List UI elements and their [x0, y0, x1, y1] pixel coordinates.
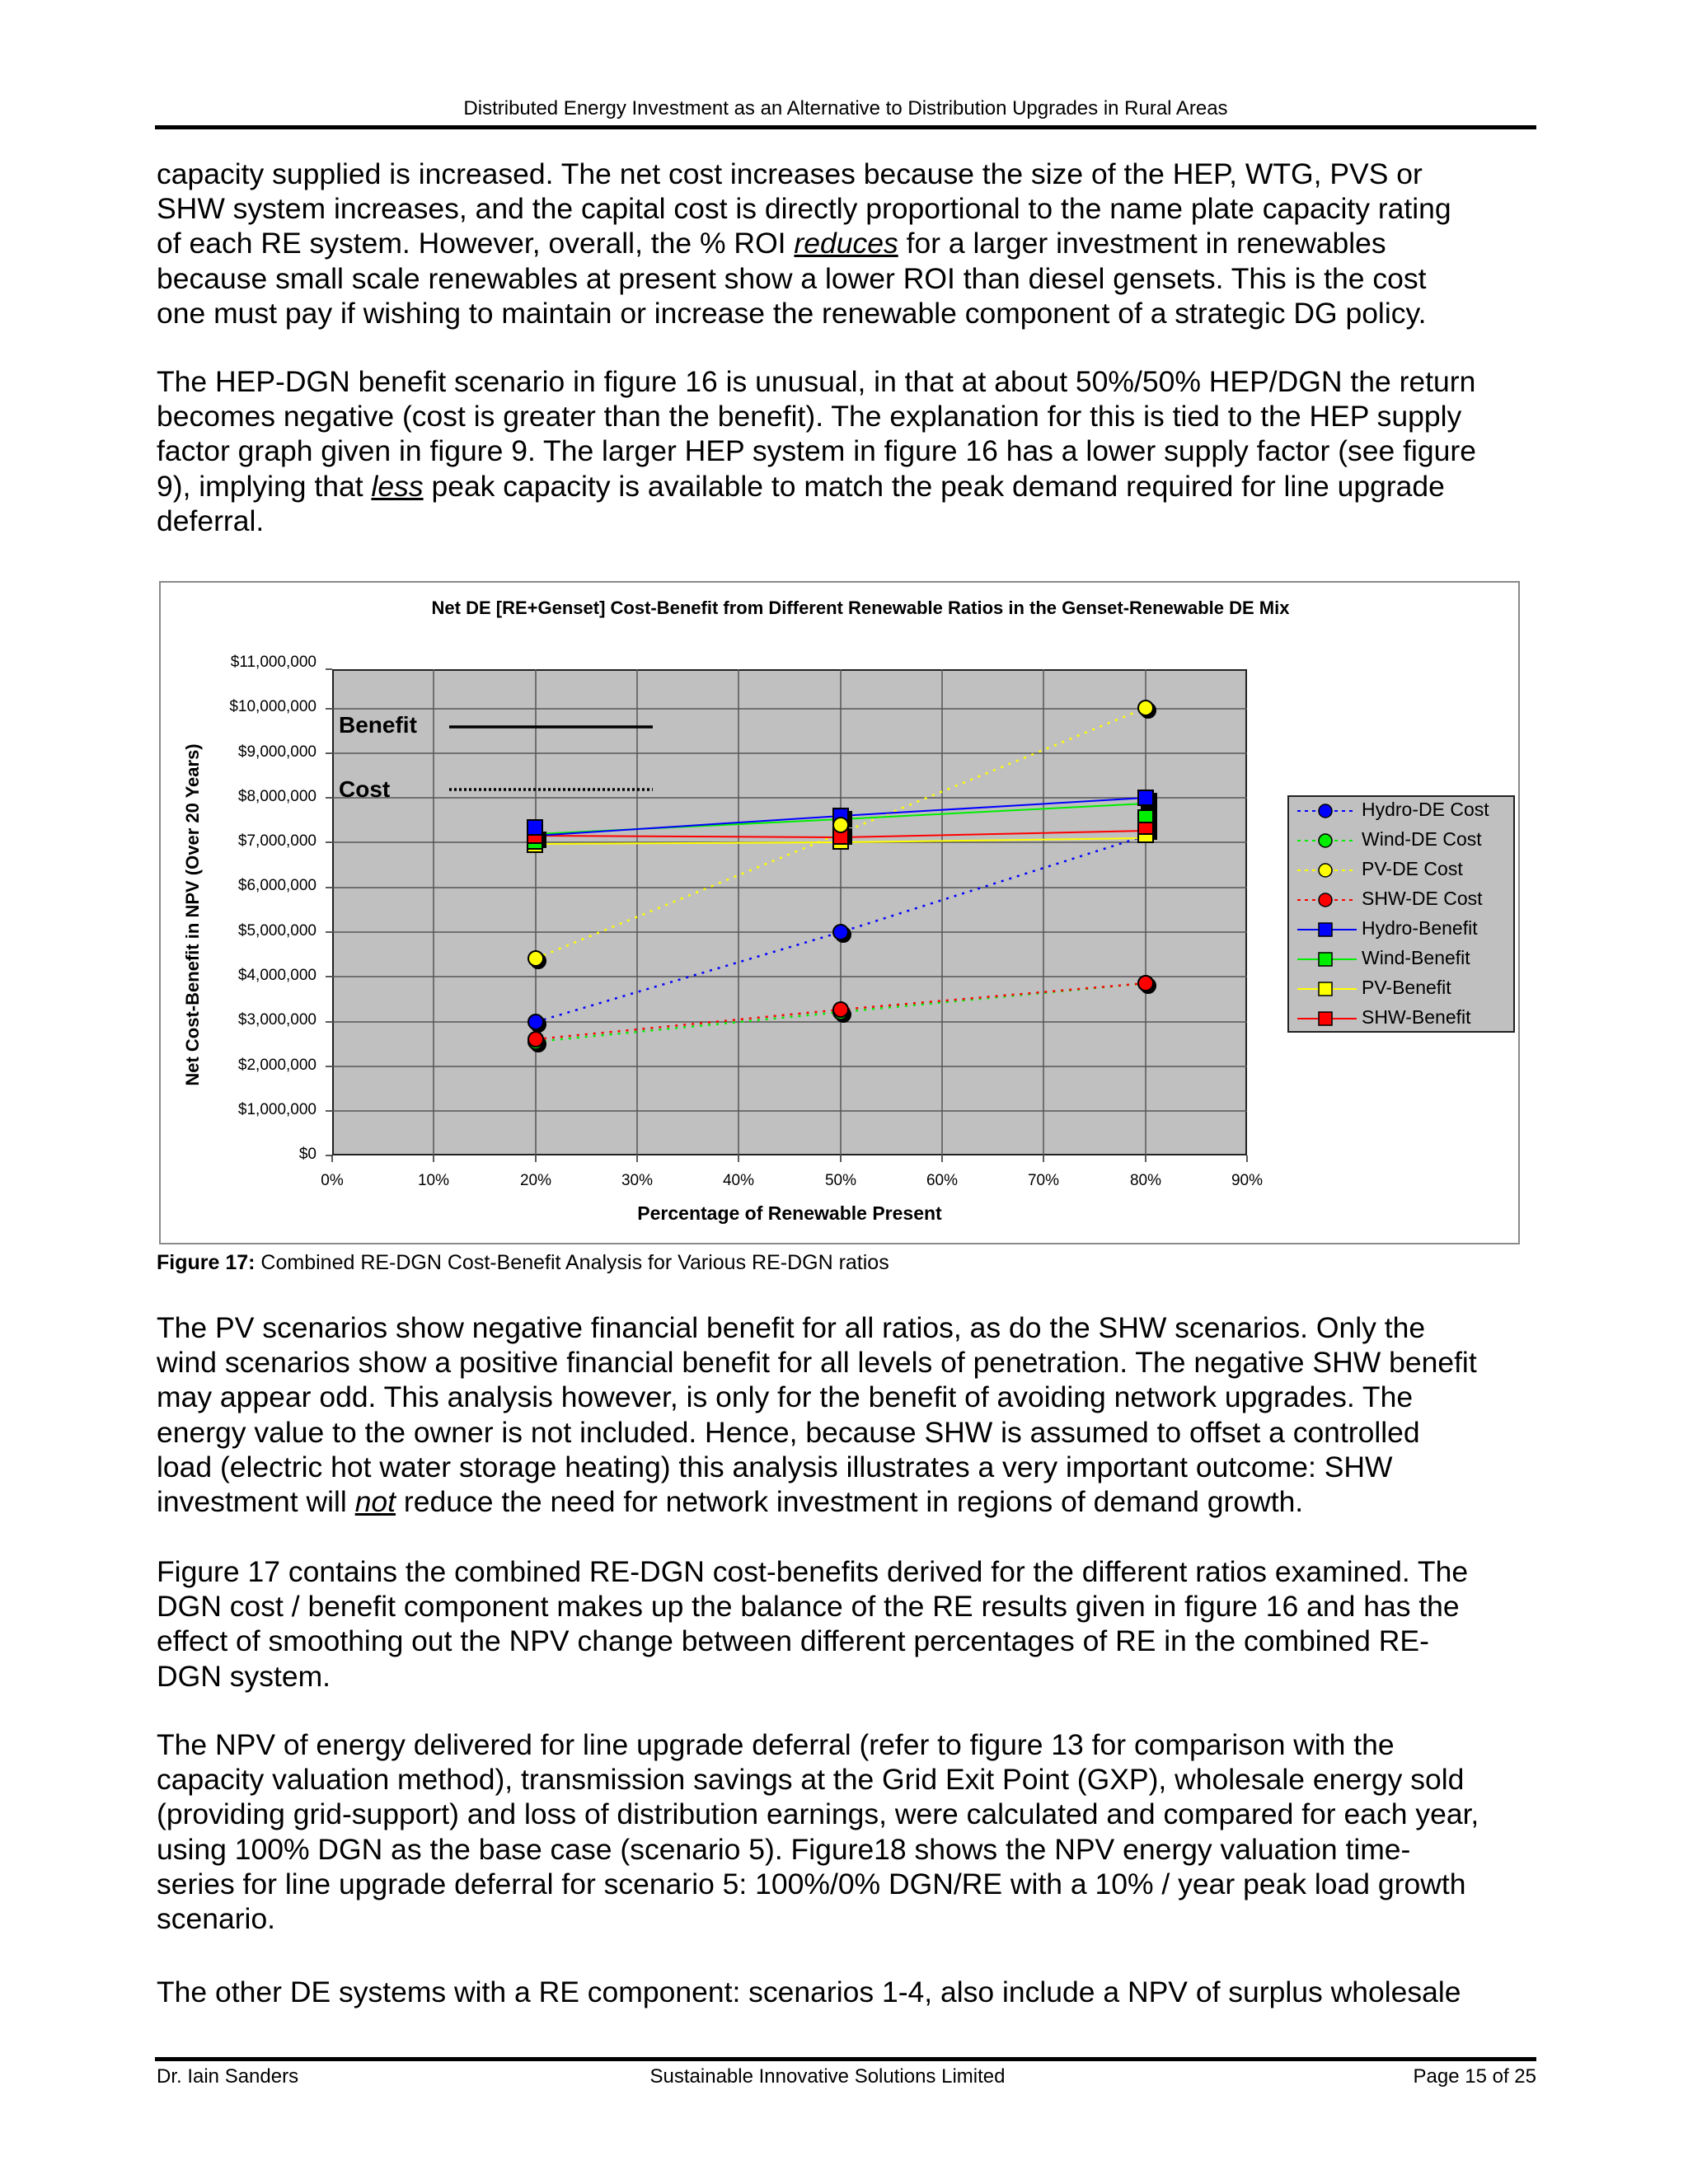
text-line: capacity supplied is increased. The net cost increases because the size of the HEP, WTG, PVS or	[157, 157, 1423, 190]
text-segment: peak capacity is available to match the peak demand required for line upgrade	[423, 469, 1445, 503]
legend-label: Hydro-DE Cost	[1362, 799, 1489, 820]
x-tick: 0%	[321, 1172, 344, 1189]
plot-area	[332, 669, 1247, 1155]
text-line: becomes negative (cost is greater than the benefit). The explanation for this is tied to the HEP supply	[157, 400, 1462, 434]
chart-title	[0, 598, 1688, 619]
y-tick: $7,000,000	[237, 832, 316, 850]
text-line: effect of smoothing out the NPV change between different percentages of RE in the combined RE-	[157, 1624, 1429, 1658]
solid-square-marker-icon	[1296, 919, 1358, 940]
dotted-circle-marker-icon	[1296, 830, 1358, 851]
text-line: DGN cost / benefit component makes up the balance of the RE results given in figure 16 and has the	[157, 1590, 1460, 1624]
solid-square-marker-icon	[1296, 978, 1358, 1000]
footer-company: Sustainable Innovative Solutions Limited	[649, 2065, 1006, 2088]
x-tick: 40%	[722, 1172, 755, 1189]
x-tick: 90%	[1231, 1172, 1264, 1189]
legend-item-wind-de-cost	[1289, 827, 1517, 855]
caption-text: Combined RE-DGN Cost-Benefit Analysis for Various RE-DGN ratios	[255, 1251, 889, 1274]
text-line	[157, 469, 1541, 504]
text-line: SHW system increases, and the capital cost is directly proportional to the name plate capacity rating	[157, 192, 1451, 226]
running-header: Distributed Energy Investment as an Alternative to Distribution Upgrades in Rural Areas	[463, 97, 1228, 120]
legend-label: Wind-Benefit	[1362, 947, 1470, 968]
solid-square-marker-icon	[1296, 949, 1358, 970]
x-axis-label: Percentage of Renewable Present	[637, 1202, 942, 1224]
text-line: Figure 17 contains the combined RE-DGN cost-benefits derived for the different ratios examined. The	[157, 1555, 1469, 1588]
figure-caption	[157, 1251, 889, 1275]
legend-item-wind-benefit	[1289, 945, 1517, 973]
x-tick: 20%	[519, 1172, 552, 1189]
x-tick: 70%	[1027, 1172, 1060, 1189]
paragraph-5	[157, 1727, 1541, 1936]
y-tick: $4,000,000	[237, 967, 316, 984]
legend-label: SHW-DE Cost	[1362, 888, 1483, 909]
legend-label: Wind-DE Cost	[1362, 828, 1482, 850]
paragraph-2	[157, 364, 1541, 538]
text-line: series for line upgrade deferral for scenario 5: 100%/0% DGN/RE with a 10% / year peak load growth	[157, 1867, 1466, 1900]
y-tick: $2,000,000	[237, 1057, 316, 1074]
text-line: may appear odd. This analysis however, is only for the benefit of avoiding network upgrades. The	[157, 1380, 1414, 1414]
x-tick: 10%	[417, 1172, 450, 1189]
y-tick: $0	[298, 1146, 316, 1163]
legend-item-shw-benefit	[1289, 1005, 1517, 1033]
y-tick: $6,000,000	[237, 877, 316, 894]
x-tick: 50%	[824, 1172, 857, 1189]
text-line: (providing grid-support) and loss of distribution earnings, were calculated and compared for each year,	[157, 1797, 1479, 1831]
y-tick: $1,000,000	[237, 1101, 316, 1118]
text-line: DGN system.	[157, 1659, 331, 1693]
text-line	[157, 1484, 1541, 1519]
text-line: scenario.	[157, 1902, 276, 1936]
benefit-annotation: Benefit	[339, 712, 417, 738]
text-segment: 9), implying that	[157, 469, 372, 503]
chart-legend	[1287, 795, 1515, 1033]
text-line: deferral.	[157, 504, 265, 537]
text-line: factor graph given in figure 9. The larger HEP system in figure 16 has a lower supply factor (see figure	[157, 434, 1476, 468]
emphasis-less: less	[371, 469, 424, 503]
footer-author: Dr. Iain Sanders	[157, 2065, 299, 2088]
y-tick: $9,000,000	[237, 743, 316, 761]
text-line: using 100% DGN as the base case (scenario 5). Figure18 shows the NPV energy valuation time-	[157, 1832, 1411, 1866]
dotted-circle-marker-icon	[1296, 860, 1358, 881]
text-segment: reduce the need for network investment in regions of demand growth.	[396, 1485, 1304, 1519]
emphasis-not: not	[354, 1485, 396, 1519]
text-line: wind scenarios show a positive financial benefit for all levels of penetration. The negative SHW benefit	[157, 1346, 1477, 1380]
legend-item-pv-de-cost	[1289, 856, 1517, 884]
text-line: load (electric hot water storage heating) this analysis illustrates a very important outcome: SHW	[157, 1450, 1393, 1483]
legend-item-hydro-benefit	[1289, 916, 1517, 944]
text-line: The NPV of energy delivered for line upgrade deferral (refer to figure 13 for comparison with the	[157, 1728, 1395, 1761]
cost-annotation: Cost	[339, 776, 391, 802]
paragraph-4	[157, 1554, 1541, 1694]
text-line: The PV scenarios show negative financial benefit for all ratios, as do the SHW scenarios. Only the	[157, 1311, 1426, 1344]
legend-label: SHW-Benefit	[1362, 1006, 1471, 1028]
paragraph-1	[157, 157, 1541, 330]
x-tick: 30%	[621, 1172, 654, 1189]
footer-page-number: Page 15 of 25	[1413, 2065, 1536, 2088]
y-tick: $3,000,000	[237, 1011, 316, 1029]
legend-item-shw-de-cost	[1289, 886, 1517, 914]
text-line: energy value to the owner is not included. Hence, because SHW is assumed to offset a controlled	[157, 1415, 1420, 1449]
y-tick: $8,000,000	[237, 788, 316, 805]
text-segment: investment will	[157, 1485, 355, 1519]
dotted-circle-marker-icon	[1296, 800, 1358, 822]
x-tick: 60%	[926, 1172, 959, 1189]
emphasis-reduces: reduces	[794, 227, 898, 260]
chart-title-text: Net DE [RE+Genset] Cost-Benefit from Different Renewable Ratios in the Genset-Renewable DE Mix	[431, 598, 1290, 618]
y-tick: $11,000,000	[230, 654, 316, 671]
text-line: The HEP-DGN benefit scenario in figure 16 is unusual, in that at about 50%/50% HEP/DGN the return	[157, 365, 1476, 398]
caption-label: Figure 17:	[157, 1251, 256, 1274]
paragraph-3	[157, 1310, 1541, 1519]
legend-label: PV-DE Cost	[1362, 858, 1463, 879]
legend-label: PV-Benefit	[1362, 977, 1451, 998]
dotted-circle-marker-icon	[1296, 889, 1358, 911]
solid-square-marker-icon	[1296, 1008, 1358, 1029]
header-rule	[155, 125, 1536, 129]
text-segment: for a larger investment in renewables	[898, 227, 1386, 260]
y-axis-label: Net Cost-Benefit in NPV (Over 20 Years)	[182, 743, 203, 1086]
text-line: capacity valuation method), transmission savings at the Grid Exit Point (GXP), wholesale energy sold	[157, 1763, 1465, 1797]
text-segment: of each RE system. However, overall, the % ROI	[157, 227, 795, 260]
text-line: The other DE systems with a RE component: scenarios 1-4, also include a NPV of surplus wholesale	[157, 1975, 1461, 2008]
legend-item-pv-benefit	[1289, 975, 1517, 1003]
y-tick: $10,000,000	[229, 698, 316, 715]
legend-label: Hydro-Benefit	[1362, 917, 1478, 939]
x-tick: 80%	[1129, 1172, 1162, 1189]
text-line	[157, 226, 1541, 260]
legend-item-hydro-de-cost	[1289, 797, 1517, 825]
text-line: because small scale renewables at present show a lower ROI than diesel gensets. This is the cost	[157, 261, 1427, 295]
paragraph-6	[157, 1975, 1541, 2009]
y-tick: $5,000,000	[237, 922, 316, 940]
footer-rule	[155, 2057, 1536, 2061]
text-line: one must pay if wishing to maintain or increase the renewable component of a strategic DG policy.	[157, 296, 1427, 330]
